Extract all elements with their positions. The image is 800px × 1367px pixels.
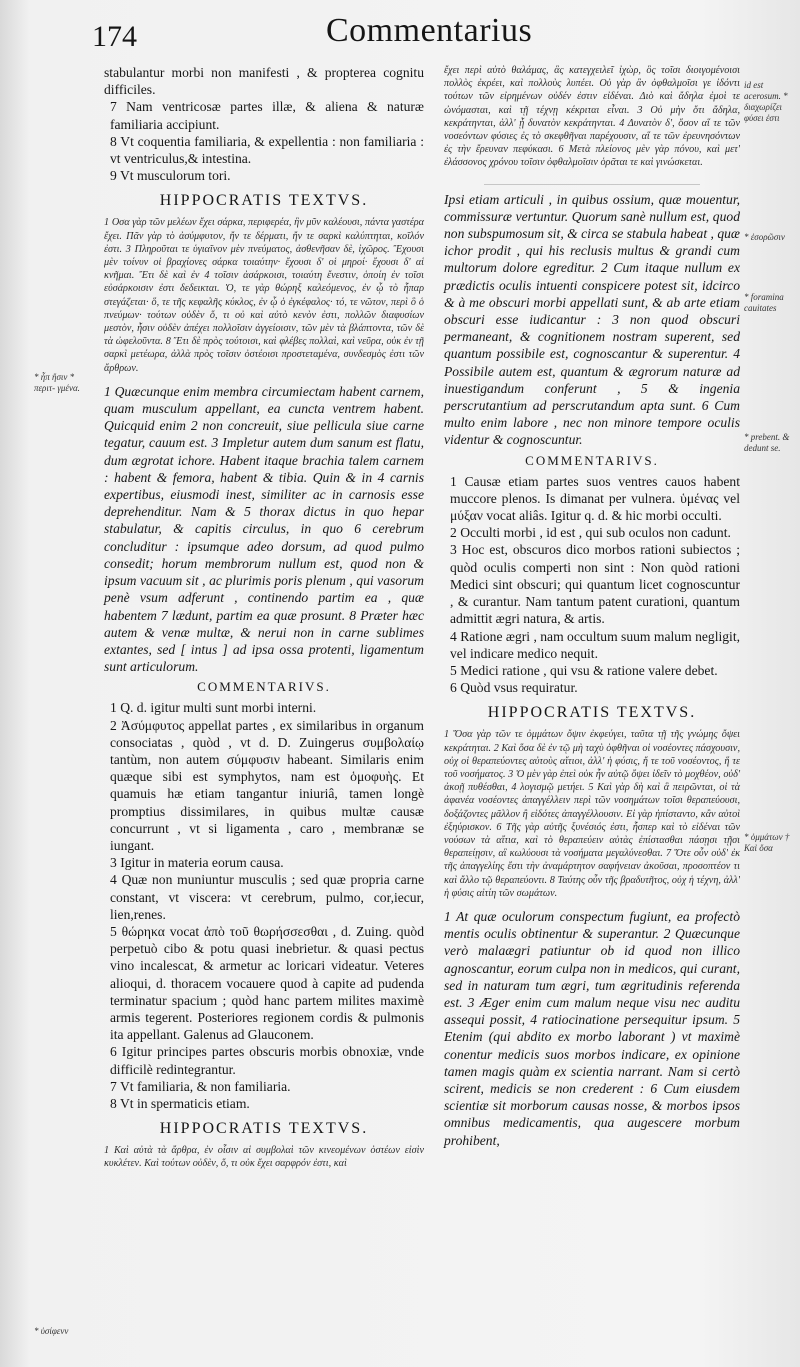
commentarius-heading-right: COMMENTARIVS. [525, 452, 659, 468]
section-heading-hippocratis-2: HIPPOCRATIS TEXTVS. [159, 1120, 369, 1138]
left-item-8: 8 Vt coquentia familiaria, & expellentia : non familiaria : vt ventriculus,& intestina. [110, 133, 424, 167]
left-item-9: 9 Vt musculorum tori. [110, 168, 231, 184]
greek-text-block-right-top: ἔχει περὶ αὐτὸ θαλάμας, ἃς κατεγχειλεῖ ἰχὼρ, ὃς τοῖσι διοιγομένοισι πολλὸς ἐκρέει, καὶ πολλοὺς λυπέει. Οὐ γὰρ ἂν ὀφθαλμοῖσι γε ἰδόντι τούτων τῶν εἰρημένων οὐδέν ἐστιν εἰδέναι. Διὸ καὶ ἄδηλα ἐμοὶ τε ὠνόμασται, καὶ τῇ τέχνῃ κέκριται εἶναι. 3 Οὐ μὴν ὅτι ἄδηλα, κεκράτηνται, ἀλλ' ᾗ δυνατὸν κεκράτηνται. 4 Δυνατὸν δ', ὅσον αἵ τε τῶν νοσεόντων φύσιες ἐς τὸ σκεφθῆναι παρέχουσιν, αἵ τε τῶν ἐρευνησόντων ἐς τὴν ἔρευναν πεφύκασι. 6 Μετὰ πλείονος μὲν γὰρ πόνου, καὶ μετ' ἐλάσσονος χρόνου τοῖσιν ὀφθαλμοῖσιν ὁρᾶται τε καὶ γινώσκεται. [444, 65, 740, 169]
greek-text-block-2: 1 Καὶ αὐτὰ τὰ ἄρθρα, ἐν οἷσιν αἱ συμβολαὶ τῶν κινεομένων ὀστέων εἰσὶν κυκλέτεν. Καὶ τούτων οὐδὲν, ὅ, τι οὐκ ἔχει σαρφρόν ἐστι, καὶ [104, 1145, 424, 1170]
commentarius-heading-left: COMMENTARIVS. [197, 679, 331, 695]
latin-translation-block-right-1: Ipsi etiam articuli , in quibus ossium, quæ mouentur, commissuræ vertuntur. Quorum sanè nullum est, quod non subspumosum sit, & circa se stabula habeat , quæ ichor prodit , qui his reclusis multus & grandi cum multorum dolore egreditur. 2 Cum itaque nullum ex prædictis oculis intuenti conspicere potest sit, idcirco & à me obscuri morbi appellati sunt, & ab arte etiam obscuri esse iudicantur : 3 non quod obscuri permaneant, & cognitionem nostram superent, sed quantum possibile est, cognoscantur & superentur. 4 Possibile autem est, quantum & ægrorum naturæ ad inuestigandum conferunt , 5 & ingenia perscrutantium ad perscrutandum apta sunt. 6 Cum multo enim labore , nec non minore tempore oculis videntur & cognoscuntur. [444, 191, 740, 448]
commentary-item: 5 Medici ratione , qui vsu & ratione valere debet. [450, 662, 718, 678]
commentary-item: 6 Igitur principes partes obscuris morbis obnoxiæ, vnde difficilè redintegrantur. [110, 1044, 424, 1077]
margin-note-left: * ὑσίφενν [34, 1326, 69, 1336]
commentary-item: 4 Ratione ægri , nam occultum suum malum negligit, vel indicare medico nequit. [450, 628, 740, 661]
margin-note-right: * ὀμμάτων † Καὶ ὅσα [744, 832, 790, 853]
margin-note-right: * prebent. & dedunt se. [744, 432, 790, 453]
latin-translation-block-right-2: 1 At quæ oculorum conspectum fugiunt, ea profectò mentis oculis obtinentur & superantur. 2 Quæcunque verò malaægri patiuntur ob id quod non illico agnoscantur, eorum culpa non in medicos, qui curant, sed in naturam tum ægri, tum ægritudinis referenda est. 3 Æger enim cum malum neque visu nec auditu assequi possit, 4 ratiocinatione persequitur ipsum. 5 Etenim (qui abdito ex morbo laborant ) vt maximè conentur medicis suos morbos indicare, ex opinione tamen magis quàm ex scientia narrant. Nam si certò scirent, medicis se non crederent : 6 Cum eiusdem scientiæ sit morborum causas nosse, & morbos ipsos omnibus medicamentis, qua augescere morbum prohibent, [444, 908, 740, 1148]
left-top-paragraph: stabulantur morbi non manifesti , & propterea cognitu difficiles. [104, 65, 424, 98]
margin-note-left: * ἧπ ἤσιν * περιτ- γμένα. [34, 372, 80, 393]
section-heading-hippocratis-1: HIPPOCRATIS TEXTVS. [159, 192, 369, 210]
greek-text-block-1: 1 Οσα γὰρ τῶν μελέων ἔχει σάρκα, περιφερέα, ἣν μῦν καλέουσι, πάντα γαστέρα ἔχει. Πᾶν γὰρ τὸ ἀσύμφυτον, ἤν τε δέρματι, ἤν τε σαρκὶ καλύπτηται, κοῖλόν ἐστι. 3 Πληροῦται τε ὑγιαῖνον μὲν πνεύματος, ἀσθενῆσαν δὲ, ἰχῶρος. Ἔχουσι μὲν τοίνυν οἱ βραχίονες σάρκα τοιαύτην· ἔχουσι δ' οἱ μηροί· ἔχουσι δ' αἱ κνῆμαι. Ἔτι δὲ καὶ ἐν 4 τοῖσιν ἀσάρκοισι, τοιαύτη ἔνεστιν, ὁποίη ἐν τοῖσι εὐσάρκοισιν ἐστι δεδεικται. Ὁ, τε γὰρ θώρηξ καλεόμενος, ἐν ᾧ τὸ ἧπαρ στεγάζεται· ὅ, τε τῆς κεφαλῆς κύκλος, ἐν ᾧ ὁ ἐγκέφαλος· τό, τε νῶτον, περὶ ὃ ὁ πνεύμων· τούτων οὐδὲν ὅ, τι οὐ καὶ αὐτὸ κενὸν ἐστι, πολλῶν διαφυσίων μεστὸν, ἧσιν οὐδὲν ἀπέχει πολλοῖσιν ἀγγείοισιν, τῶν μὲν τὰ βλάπτοντα, τῶν δὲ τὰ ὠφελοῦντα. 8 Ἔτι δὲ πρὸς τούτοισι, καὶ φλέβες πολλαὶ, καὶ νεῦρα, οὐκ ἐν τῇ σαρκὶ μετέωρα, ἀλλὰ πρὸς τοῖσιν ὀστέοισι προστεταμένα, συνδεσμὸς ἐστι τῶν ἄρθρων. [104, 217, 424, 374]
commentary-item: 2 Ἀσύμφυτος appellat partes , ex similaribus in organum consociatas , quòd , vt d. D. Zuingerus συμβολαίῳ tantùm, non autem σύμφυσιν habeant. Similaris enim quæque sibi est symphytos, nam est ὁμοφυὴς. Et quamuis hæ etiam tangantur iniuriâ, tamen longè promptius dissimilares, in quibus multæ causæ concurrunt , vt si ligamenta , caro , membranæ se iungant. [110, 717, 424, 853]
commentary-item: 2 Occulti morbi , id est , qui sub oculos non cadunt. [450, 525, 731, 541]
margin-note-right: * foramina cauitates [744, 292, 784, 313]
page-number: 174 [92, 20, 137, 53]
commentary-item: 6 Quòd vsus requiratur. [450, 680, 578, 696]
section-heading-hippocratis-right: HIPPOCRATIS TEXTVS. [487, 704, 697, 722]
margin-note-right: * ἐσορῶσιν [744, 232, 785, 242]
commentary-item: 4 Quæ non muniuntur musculis ; sed quæ propria carne constant, vt viscera: vt cerebrum, pulmo, cor,iecur, lien,renes. [110, 872, 424, 922]
latin-translation-block-1: 1 Quæcunque enim membra circumiectam habent carnem, quam musculum appellant, ea cuncta ventrem habent. Quicquid enim 2 non concreuit, siue pellicula siue carne tegatur, cauum est. 3 Impletur autem dum sanum est flatu, dum ægrotat ichore. Habent itaque brachia talem carnem : habent & femora, habent & tibia. Quin & in 4 carnis expertibus, eiusmodi inest, similiter ac in carnosis esse deprehenditur. Nam & 5 thorax dictus in quo hepar stabulatur, & capitis circulus, in quo 6 cerebrum concluditur : ipsumque adeo dorsum, ad quod pulmo consedit; horum membrorum nullum est, quod non & ipsum vacuum sit , ac plurimis poris plenum , qui vasorum penè vsum adferunt , continendo partim ea , quæ habentem 7 lædunt, partim ea quæ prosunt. 8 Præter hæc autem & venæ multæ, & nerui non in carne sublimes extantes, sed [ intus ] ad ipsa ossa protenti, ligamentum sunt articulorum. [104, 383, 424, 675]
commentary-item: 3 Igitur in materia eorum causa. [110, 855, 284, 871]
commentary-item: 5 θώρηκα vocat ἀπὸ τοῦ θωρήσσεσθαι , d. Zuing. quòd perpetuò cibo & potu quasi inebrietur. & quasi pectus vino incalescat, & armetur ac loricari videatur. Veteres alioqui, d. thoracem vocauere quod à capite ad pudenda terminatur spacium ; quòd hanc partem milites maximè armis tegerent. Posteriores regionem cordis & pulmonis ita appellant. Galenus ad Glauconem. [110, 923, 424, 1043]
margin-note-right: id est acerosum. * διαχωρίζει φύσει ἐστι [744, 80, 788, 123]
running-title: Commentarius [326, 12, 533, 49]
left-item-7: 7 Nam ventricosæ partes illæ, & aliena & naturæ familiaria accipiunt. [110, 99, 424, 132]
commentary-item: 7 Vt familiaria, & non familiaria. [110, 1078, 291, 1094]
left-column [104, 64, 424, 1171]
greek-text-block-right-2: 1 Ὅσα γὰρ τῶν τε ὀμμάτων ὄψιν ἐκφεύγει, ταῦτα τῇ τῆς γνώμης ὄψει κεκράτηται. 2 Καὶ ὅσα δὲ ἐν τῷ μὴ ταχὺ ὀφθῆναι οἱ νοσέοντες πάσχουσιν, οὐχ οἱ θεραπεύοντες αὐτοὺς αἴτιοι, ἀλλ' ἡ φύσις, ἥ τε τοῦ νοσέοντος, ἥ τε τοῦ νοσήματος. 3 Ὁ μὲν γὰρ ἐπεὶ οὐκ ἦν αὐτῷ ὄψει ἰδεῖν τὸ μοχθέον, οὐδ' ἀκοῇ πυθέσθαι, 4 λογισμῷ μετήει. 5 Καὶ γὰρ δὴ καὶ ἃ πειρῶνται, οἱ τὰ ἀφανέα νοσέοντες ἀπαγγέλλειν περὶ τῶν νοσημάτων τοῖσι θεραπεύουσι, δοξάζοντες μᾶλλον ἢ εἰδότες ἀπαγγέλλουσιν. Εἰ γὰρ ἠπίσταντο, κἂν αὐτοὶ ἐξηύρισκον. 6 Τῆς γὰρ αὐτῆς ξυνέσιός ἐστι, ἧσπερ καὶ τὸ εἰδέναι τῶν νούσων τὰ αἴτια, καὶ τὸ θεραπεύειν αὐτὰς ἐπίστασθαι πάσῃσι τῇσι θεραπείῃσιν, αἳ κωλύουσι τὰ νοσήματα μεγαλύνεσθαι. 7 Ὅτε οὖν οὐδ' ἐκ τῆς ἀπαγγελίης ἔστι τὴν ἀναμάρτητον σαφήνειαν ἀκοῦσαι, προσοπτέον τι καὶ ἄλλο τῷ θεραπεύοντι. 8 Ταύτης οὖν τῆς βραδυτῆτος, οὐχ ἡ τέχνη, ἀλλ' ἡ φύσις αἰτίη τῶν σωμάτων. [444, 729, 740, 899]
commentary-item: 1 Causæ etiam partes suos ventres cauos habent muccore plenos. Is dimanat per vulnera. ὑμένας vel μύξαν vocat aliâs. Igitur q. d. & hic morbi occulti. [450, 473, 740, 524]
commentary-item: 3 Hoc est, obscuros dico morbos rationi subiectos ; quòd oculis comperti non sint : Non quòd rationi Medici sint obscuri; qui quantum licet cognoscuntur , & curantur. Nam tantum patent curationi, quantum admittit ægri natura, & artis. [450, 542, 740, 627]
commentary-item: 8 Vt in spermaticis etiam. [110, 1095, 250, 1111]
commentary-item: 1 Q. d. igitur multi sunt morbi interni. [110, 700, 317, 716]
right-column [444, 64, 740, 1149]
divider [484, 184, 700, 185]
